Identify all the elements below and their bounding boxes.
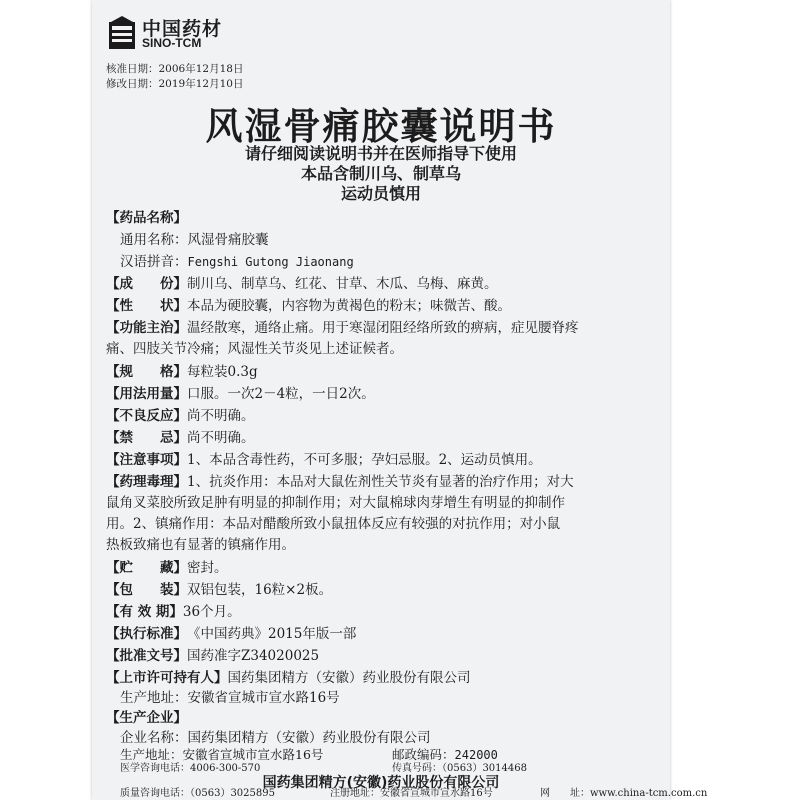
sino-tcm-logo: [108, 12, 248, 52]
approval-no-value: 国药准字Z34020025: [187, 648, 320, 664]
notice-line-2: 本品含制川乌、制草乌: [300, 164, 461, 183]
logo-emblem-icon: [108, 16, 136, 50]
ingredients-value: 制川乌、制草乌、红花、甘草、木瓜、乌梅、麻黄。: [187, 276, 498, 292]
indications-line2: 痛、四肢关节冷痛；风湿性关节炎见上述证候者。: [106, 341, 403, 357]
holder-row: [106, 666, 471, 686]
production-address-value: 安徽省宣城市宣水路16号: [182, 747, 324, 762]
quality-row: [120, 784, 275, 799]
package-row: [106, 578, 332, 598]
leaflet-sheet: [92, 0, 670, 800]
description-label: 【性 状】: [106, 298, 187, 314]
toxicology-line4: 热板致痛也有显著的镇痛作用。: [106, 537, 295, 553]
storage-label: 【贮 藏】: [106, 560, 187, 576]
fax-label: 传真号码：: [392, 763, 442, 774]
holder-value: 国药集团精方（安徽）药业股份有限公司: [227, 670, 471, 686]
company-name-value: 国药集团精方（安徽）药业股份有限公司: [187, 730, 431, 746]
common-name-label: 通用名称：: [120, 232, 188, 248]
holder-address-label: 生产地址：: [120, 690, 188, 706]
postcode-value: 242000: [454, 748, 498, 762]
standard-label: 【执行标准】: [106, 626, 187, 642]
quality-value: （0563）3025895: [190, 788, 275, 799]
standard-value: 《中国药典》2015年版一部: [187, 626, 357, 642]
description-value: 本品为硬胶囊，内容物为黄褐色的粉末；味微苦、酸。: [187, 298, 511, 314]
reg-address-label: 注册地址：: [330, 788, 380, 799]
notice-line-3: 运动员慎用: [340, 184, 421, 203]
reg-address-value: 安徽省宣城市宣水路16号: [380, 788, 493, 799]
website-label: 网 址：: [540, 788, 590, 799]
pinyin-label: 汉语拼音：: [120, 254, 188, 270]
package-value: 双铝包装，16粒×2板。: [187, 582, 333, 598]
document-title: 风湿骨痛胶囊说明书: [205, 105, 557, 148]
indications-row: [106, 316, 579, 336]
indications-value-line1: 温经散寒，通络止痛。用于寒湿闭阻经络所致的痹病，症见腰脊疼: [187, 320, 579, 336]
indications-label: 【功能主治】: [106, 320, 187, 336]
manufacturer-heading: [106, 706, 187, 726]
toxicology-line2: 鼠角叉菜胶所致足肿有明显的抑制作用；对大鼠棉球肉芽增生有明显的抑制作: [106, 495, 565, 511]
dosage-value: 口服。一次2－4粒，一日2次。: [187, 386, 375, 402]
dosage-label: 【用法用量】: [106, 386, 187, 402]
drug-name-heading: [106, 206, 187, 226]
approval-date: 核准日期：2006年12月18日: [106, 63, 244, 75]
adverse-label: 【不良反应】: [106, 408, 187, 424]
precautions-label: 【注意事项】: [106, 452, 187, 468]
common-name-value: 风湿骨痛胶囊: [187, 232, 269, 248]
quality-label: 质量咨询电话：: [120, 788, 190, 799]
holder-label: 【上市许可持有人】: [106, 670, 228, 686]
spec-label: 【规 格】: [106, 364, 187, 380]
website-row: [540, 784, 707, 799]
storage-row: [106, 556, 228, 576]
pinyin-row: [120, 250, 354, 270]
toxicology-line1: 1、抗炎作用：本品对大鼠佐剂性关节炎有显著的治疗作用；对大: [187, 474, 574, 490]
validity-label: 【有 效 期】: [106, 604, 183, 620]
consult-row: [120, 759, 260, 774]
fax-value: （0563）3014468: [442, 763, 527, 774]
spec-row: [106, 360, 258, 380]
production-address-label: 生产地址：: [120, 747, 183, 762]
holder-address-value: 安徽省宣城市宣水路16号: [187, 690, 340, 706]
pinyin-value: Fengshi Gutong Jiaonang: [187, 255, 354, 269]
postcode-label: 邮政编码：: [392, 747, 455, 762]
drug-name-label: 【药品名称】: [106, 210, 187, 226]
adverse-row: [106, 404, 255, 424]
validity-value: 36个月。: [182, 604, 241, 620]
fax-row: [392, 759, 527, 774]
manufacturer-label: 【生产企业】: [106, 710, 187, 726]
company-name-row: [120, 726, 431, 746]
package-label: 【包 装】: [106, 582, 187, 598]
standard-row: [106, 622, 356, 642]
reg-address-row: [330, 784, 493, 799]
company-name-label: 企业名称：: [120, 730, 188, 746]
ingredients-label: 【成 份】: [106, 276, 187, 292]
holder-address-row: [120, 686, 340, 706]
consult-value: 4006-300-570: [190, 763, 261, 774]
spec-value: 每粒装0.3g: [187, 364, 258, 380]
logo-chinese-text: 中国药材: [142, 18, 223, 40]
ingredients-row: [106, 272, 498, 292]
validity-row: [106, 600, 241, 620]
date-block: [106, 62, 243, 92]
precautions-row: [106, 448, 542, 468]
precautions-value: 1、本品含毒性药，不可多服；孕妇忌服。2、运动员慎用。: [187, 452, 542, 468]
toxicology-label: 【药理毒理】: [106, 474, 187, 490]
footer-company: 国药集团精方(安徽)药业股份有限公司: [262, 775, 500, 791]
adverse-value: 尚不明确。: [187, 408, 255, 424]
dosage-row: [106, 382, 375, 402]
website-value: www.china-tcm.com.cn: [590, 788, 708, 799]
approval-no-row: [106, 644, 319, 664]
description-row: [106, 294, 511, 314]
approval-no-label: 【批准文号】: [106, 648, 187, 664]
storage-value: 密封。: [187, 560, 228, 576]
common-name-row: [120, 228, 269, 248]
logo-english-text: SINO-TCM: [142, 36, 202, 50]
revision-date: 修改日期：2019年12月10日: [106, 78, 244, 90]
contraindications-row: [106, 426, 255, 446]
contraindications-value: 尚不明确。: [187, 430, 255, 446]
notice-line-1: 请仔细阅读说明书并在医师指导下使用: [244, 144, 517, 163]
toxicology-row: [106, 470, 574, 490]
consult-label: 医学咨询电话：: [120, 763, 190, 774]
contraindications-label: 【禁 忌】: [106, 430, 187, 446]
toxicology-line3: 用。2、镇痛作用：本品对醋酸所致小鼠扭体反应有较强的对抗作用；对小鼠: [106, 516, 561, 532]
